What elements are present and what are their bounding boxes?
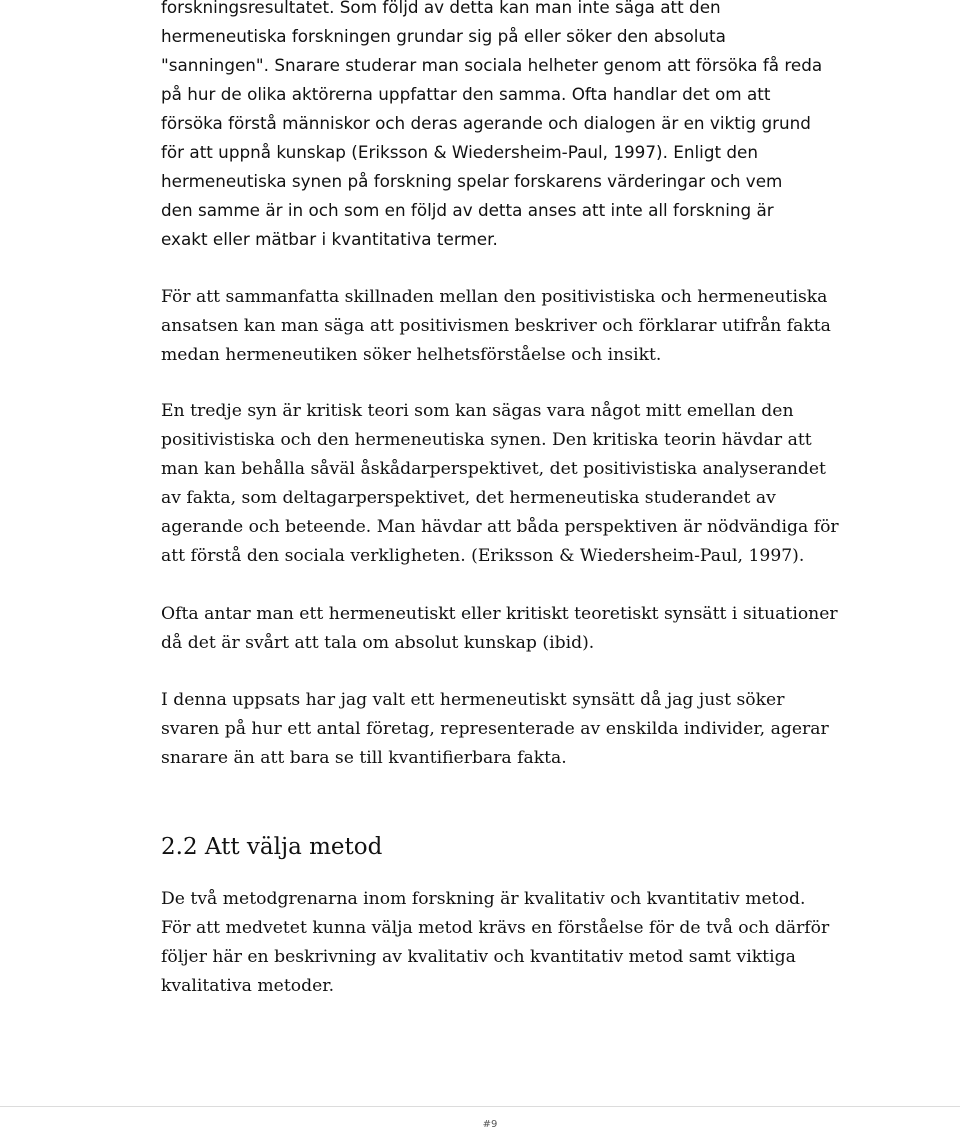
- footer-divider: [0, 1106, 960, 1107]
- text-line: av fakta, som deltagarperspektivet, det hermeneutiska studerandet av: [161, 488, 776, 508]
- paragraph-often-adopt: [161, 600, 941, 658]
- section-heading: 2.2 Att välja metod: [161, 834, 383, 860]
- text-line: hermeneutiska synen på forskning spelar forskarens värderingar och vem: [161, 171, 783, 191]
- paragraph-hermeneutics-cont: [161, 0, 941, 254]
- paragraph-method-branches: [161, 885, 941, 1001]
- text-line: agerande och beteende. Man hävdar att båda perspektiven är nödvändiga för: [161, 517, 839, 537]
- text-line: exakt eller mätbar i kvantitativa termer.: [161, 229, 498, 249]
- text-line: I denna uppsats har jag valt ett hermeneutiskt synsätt då jag just söker: [161, 690, 785, 710]
- text-line: hermeneutiska forskningen grundar sig på eller söker den absoluta: [161, 26, 726, 46]
- text-line: den samme är in och som en följd av detta anses att inte all forskning är: [161, 200, 774, 220]
- text-line: För att sammanfatta skillnaden mellan den positivistiska och hermeneutiska: [161, 287, 828, 307]
- text-line: ansatsen kan man säga att positivismen beskriver och förklarar utifrån fakta: [161, 316, 831, 336]
- paragraph-summary: [161, 283, 941, 370]
- text-line: snarare än att bara se till kvantifierbara fakta.: [161, 748, 567, 768]
- text-line: En tredje syn är kritisk teori som kan sägas vara något mitt emellan den: [161, 401, 794, 421]
- text-line: svaren på hur ett antal företag, representerade av enskilda individer, agerar: [161, 719, 829, 739]
- text-line: forskningsresultatet. Som följd av detta kan man inte säga att den: [161, 0, 721, 17]
- text-line: "sanningen". Snarare studerar man sociala helheter genom att försöka få reda: [161, 55, 823, 75]
- text-line: på hur de olika aktörerna uppfattar den samma. Ofta handlar det om att: [161, 84, 771, 104]
- page-number: #9: [482, 1119, 498, 1130]
- text-line: För att medvetet kunna välja metod krävs en förståelse för de två och därför: [161, 918, 830, 938]
- text-line: medan hermeneutiken söker helhetsförståelse och insikt.: [161, 345, 662, 365]
- text-line: för att uppnå kunskap (Eriksson & Wiedersheim-Paul, 1997). Enligt den: [161, 142, 758, 162]
- text-line: kvalitativa metoder.: [161, 976, 335, 996]
- text-line: man kan behålla såväl åskådarperspektivet, det positivistiska analyserandet: [161, 459, 826, 479]
- text-line: följer här en beskrivning av kvalitativ och kvantitativ metod samt viktiga: [161, 947, 796, 967]
- text-line: De två metodgrenarna inom forskning är kvalitativ och kvantitativ metod.: [161, 889, 806, 909]
- paragraph-critical-theory: [161, 397, 941, 571]
- text-line: att förstå den sociala verkligheten. (Eriksson & Wiedersheim-Paul, 1997).: [161, 546, 805, 566]
- text-line: Ofta antar man ett hermeneutiskt eller kritiskt teoretiskt synsätt i situationer: [161, 604, 838, 624]
- text-line: då det är svårt att tala om absolut kunskap (ibid).: [161, 633, 595, 653]
- paragraph-this-thesis: [161, 686, 941, 773]
- text-line: försöka förstå människor och deras agerande och dialogen är en viktig grund: [161, 113, 811, 133]
- text-line: positivistiska och den hermeneutiska synen. Den kritiska teorin hävdar att: [161, 430, 812, 450]
